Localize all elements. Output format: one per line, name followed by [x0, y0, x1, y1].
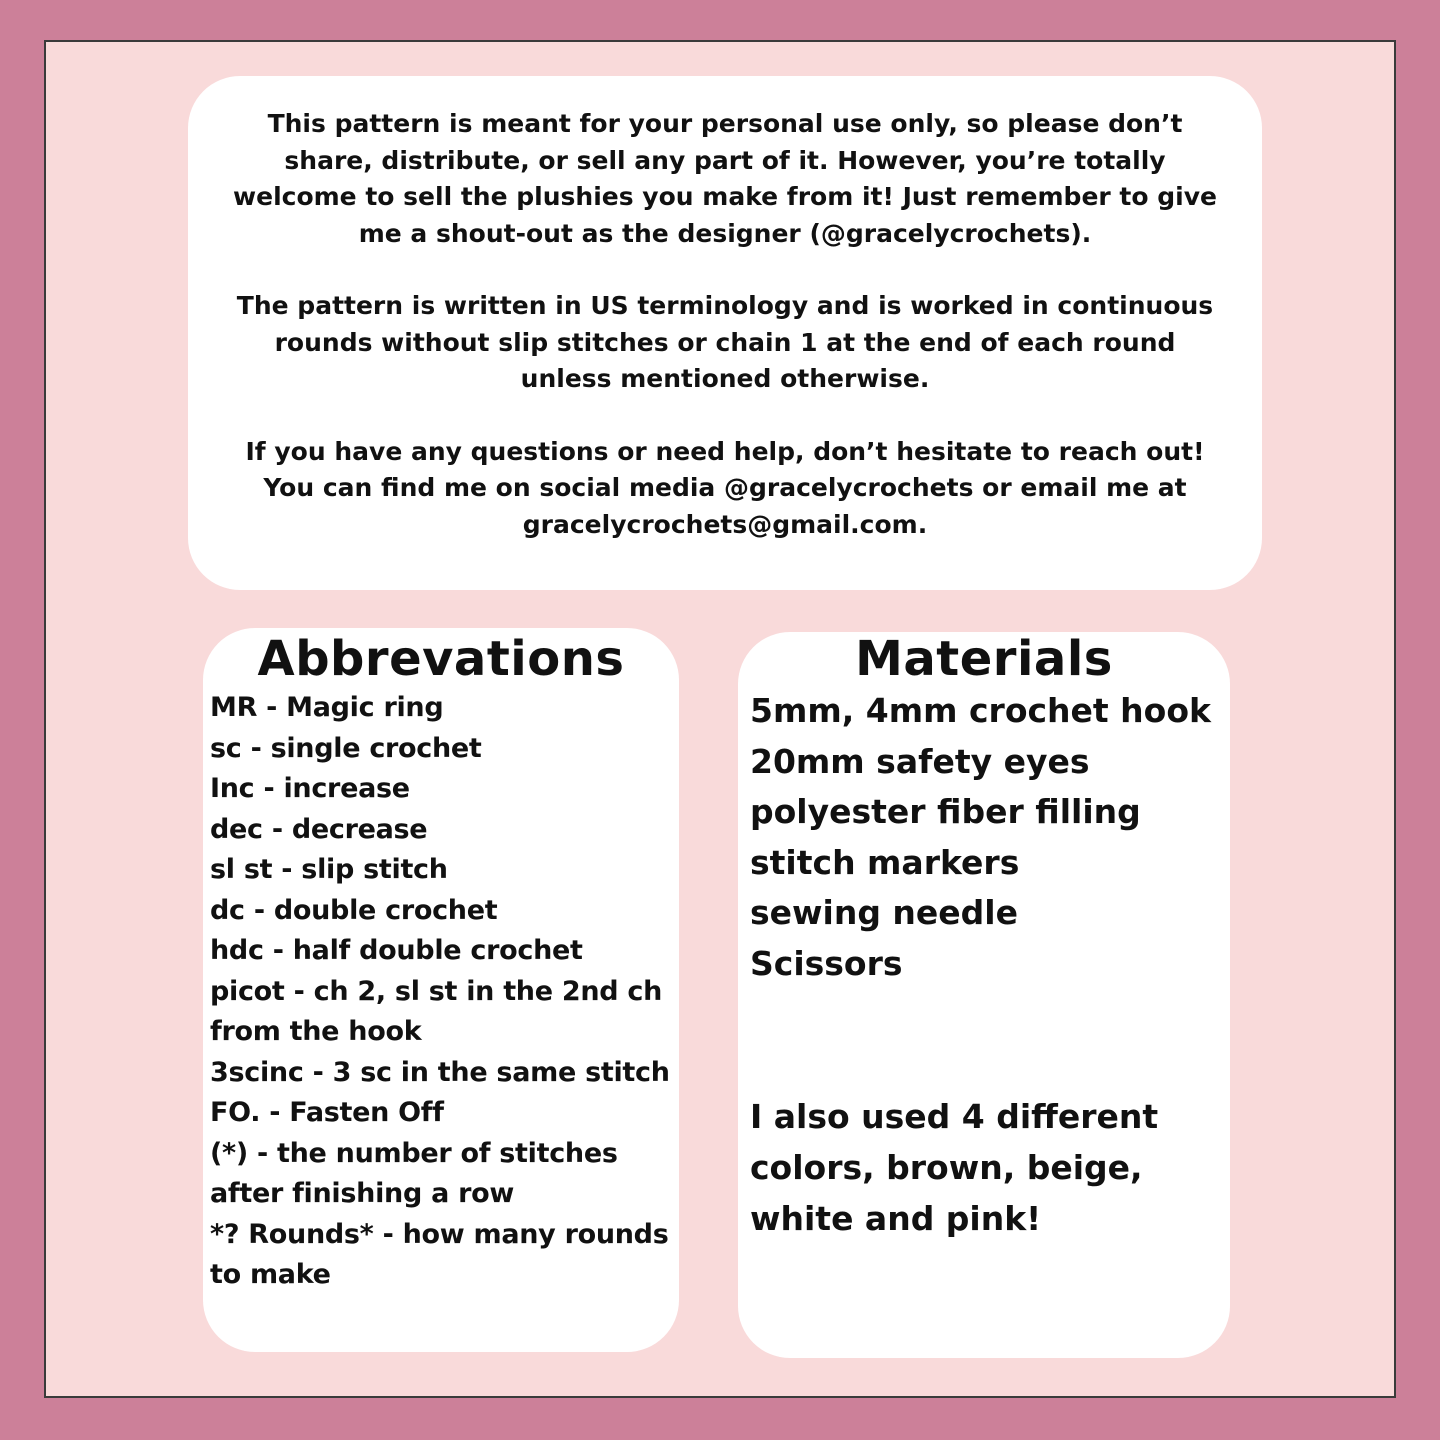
abbreviations-list [203, 688, 679, 1296]
abbreviation-item: sl st - slip stitch [210, 854, 448, 885]
abbreviation-item: MR - Magic ring [210, 692, 444, 723]
abbreviation-item: Inc - increase [210, 773, 410, 804]
abbreviation-item: dc - double crochet [210, 894, 498, 926]
materials-colors-note: I also used 4 different colors, brown, beige, white and pink! [750, 1097, 1159, 1238]
material-item: Scissors [750, 943, 903, 983]
notice-paragraph-contact: If you have any questions or need help, don’t hesitate to reach out! You can find me on social media @gracelycrochets or email me at gracelycrochets@gmail.com. [245, 436, 1205, 539]
material-item: sewing needle [750, 893, 1018, 932]
materials-card [738, 632, 1230, 1358]
material-item: 5mm, 4mm crochet hook [750, 691, 1211, 730]
abbreviation-item: picot - ch 2, sl st in the 2nd ch from the hook [210, 975, 663, 1047]
abbreviation-item: 3scinc - 3 sc in the same stitch [210, 1056, 670, 1088]
abbreviations-title: Abbrevations [257, 631, 625, 687]
material-item: 20mm safety eyes [750, 741, 1090, 781]
abbreviation-item: dec - decrease [210, 813, 428, 845]
abbreviation-item: FO. - Fasten Off [210, 1097, 444, 1128]
abbreviation-item: sc - single crochet [210, 732, 482, 764]
materials-list [738, 686, 1230, 989]
abbreviation-item: (*) - the number of stitches after finishing a row [210, 1137, 618, 1209]
materials-title: Materials [855, 631, 1113, 687]
abbreviations-card [203, 628, 679, 1352]
material-item: polyester fiber filling [750, 792, 1141, 831]
abbreviation-item: hdc - half double crochet [210, 935, 583, 966]
abbreviation-item: *? Rounds* - how many rounds to make [210, 1218, 669, 1290]
usage-notice-card [188, 76, 1262, 590]
notice-paragraph-usage: This pattern is meant for your personal use only, so please don’t share, distribute, or sell any part of it. However, you’re totally welcome to sell the plushies you make from it! Just remember to give me a shout-out as the designer (@gracelycrochets). [233, 109, 1217, 248]
notice-paragraph-terminology: The pattern is written in US terminology and is worked in continuous rounds without slip stitches or chain 1 at the end of each round unless mentioned otherwise. [236, 291, 1214, 393]
material-item: stitch markers [750, 842, 1020, 882]
